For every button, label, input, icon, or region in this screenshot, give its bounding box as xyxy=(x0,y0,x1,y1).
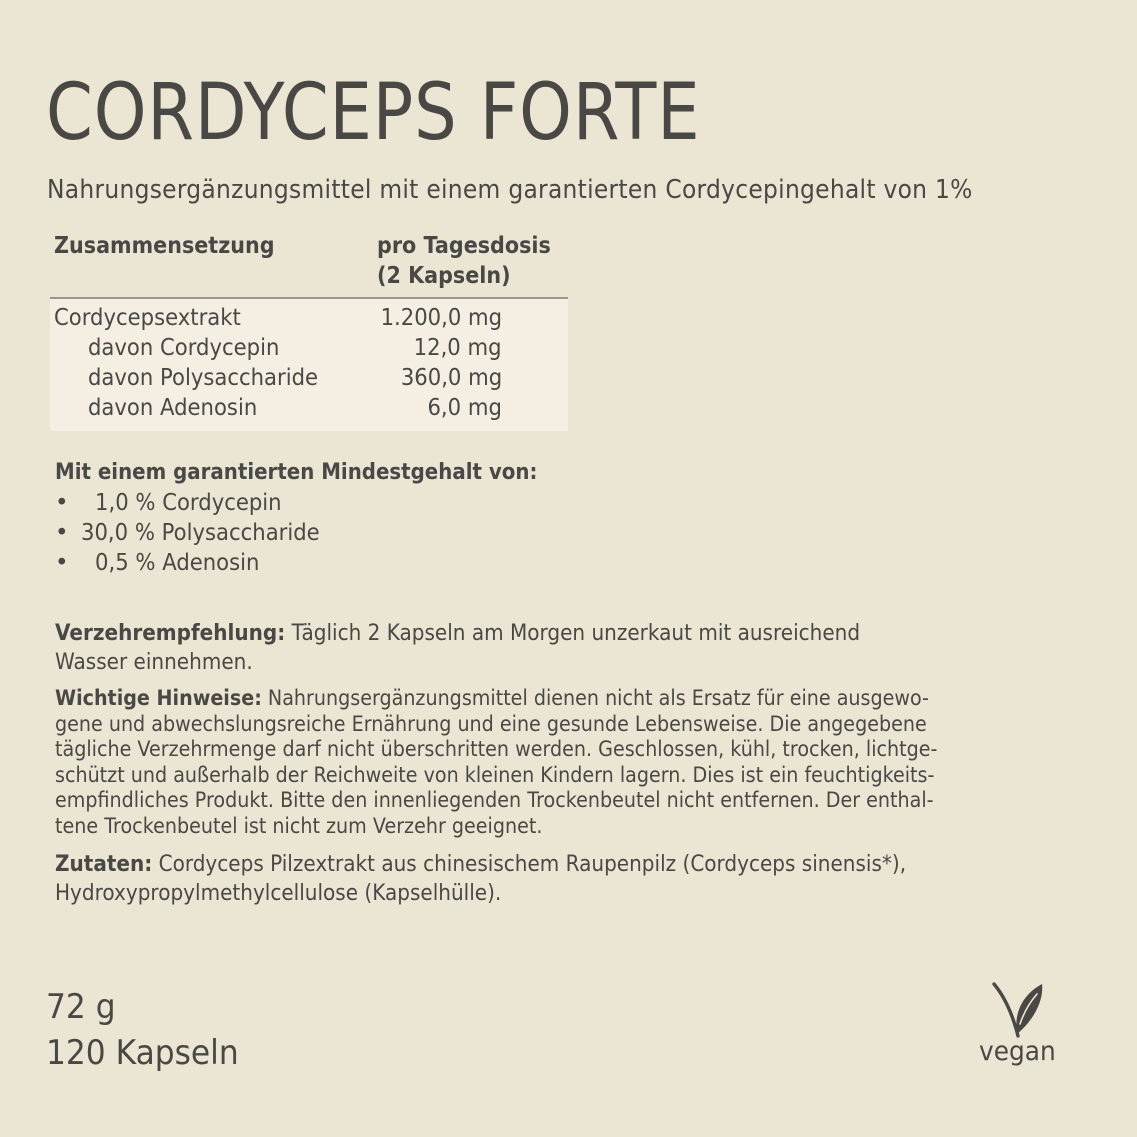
row-name: Cordycepsextrakt xyxy=(54,305,241,331)
row-name: davon Adenosin xyxy=(88,395,258,421)
usage-label: Verzehrempfehlung: xyxy=(55,621,286,646)
header-composition: Zusammensetzung xyxy=(54,233,275,259)
list-item-text: 30,0 % Polysaccharide xyxy=(81,520,320,546)
notes-line: schützt und außerhalb der Reichweite von kleinen Kindern lagern. Dies ist ein feuchtigkeits- xyxy=(55,762,935,787)
row-name: davon Polysaccharide xyxy=(88,365,319,391)
row-value: 1.200,0 mg xyxy=(380,305,502,331)
minimum-content-title: Mit einem garantierten Mindestgehalt von: xyxy=(55,460,538,485)
row-value: 12,0 mg xyxy=(414,335,502,361)
table-row xyxy=(50,393,568,423)
vegan-badge xyxy=(975,978,1075,1078)
ingredients-label: Zutaten: xyxy=(55,852,153,877)
vegan-label: vegan xyxy=(979,1036,1056,1067)
composition-table-header xyxy=(50,229,568,299)
row-name: davon Cordycepin xyxy=(88,335,280,361)
header-dose-line2: (2 Kapseln) xyxy=(377,263,511,289)
usage-text-2: Wasser einnehmen. xyxy=(55,650,253,675)
row-value: 6,0 mg xyxy=(427,395,502,421)
ingredients-text-1: Cordyceps Pilzextrakt aus chinesischem Raupenpilz (Cordyceps sinensis*), xyxy=(152,852,907,877)
bullet-dot: • xyxy=(55,550,69,576)
notes-line: gene und abwechslungsreiche Ernährung und eine gesunde Lebensweise. Die angegebene xyxy=(55,711,927,736)
composition-table-body xyxy=(50,299,568,431)
list-item xyxy=(55,548,455,578)
notes-line: tene Trockenbeutel ist nicht zum Verzehr geeignet. xyxy=(55,813,543,838)
table-row xyxy=(50,333,568,363)
notes-line: tägliche Verzehrmenge darf nicht überschritten werden. Geschlossen, kühl, trocken, lichtge- xyxy=(55,737,938,761)
notes-line: empfindliches Produkt. Bitte den innenliegenden Trockenbeutel nicht entfernen. Der enthal- xyxy=(55,788,934,812)
package-weight: 72 g xyxy=(46,987,116,1027)
ingredients xyxy=(55,850,906,908)
ingredients-text-2: Hydroxypropylmethylcellulose (Kapselhülle). xyxy=(55,881,502,906)
package-info xyxy=(46,984,239,1076)
bullet-dot: • xyxy=(55,520,69,546)
product-title: CORDYCEPS FORTE xyxy=(46,68,701,158)
row-value: 360,0 mg xyxy=(400,365,502,391)
important-notes xyxy=(55,686,937,839)
usage-text-1: Täglich 2 Kapseln am Morgen unzerkaut mit ausreichend xyxy=(285,621,861,646)
table-row xyxy=(50,363,568,393)
product-subtitle: Nahrungsergänzungsmittel mit einem garantierten Cordycepingehalt von 1% xyxy=(47,175,973,205)
package-count: 120 Kapseln xyxy=(46,1033,239,1073)
leaf-icon xyxy=(990,978,1046,1040)
header-dose xyxy=(377,231,551,291)
usage-recommendation xyxy=(55,619,860,677)
list-item xyxy=(55,518,455,548)
header-dose-line1: pro Tagesdosis xyxy=(377,233,551,259)
list-item-text: 0,5 % Adenosin xyxy=(95,550,260,576)
notes-label: Wichtige Hinweise: xyxy=(55,686,262,710)
list-item-text: 1,0 % Cordycepin xyxy=(95,490,282,516)
bullet-dot: • xyxy=(55,490,69,516)
table-row xyxy=(50,303,568,333)
notes-line: Nahrungsergänzungsmittel dienen nicht als Ersatz für eine ausgewo- xyxy=(261,686,929,710)
list-item xyxy=(55,488,455,518)
